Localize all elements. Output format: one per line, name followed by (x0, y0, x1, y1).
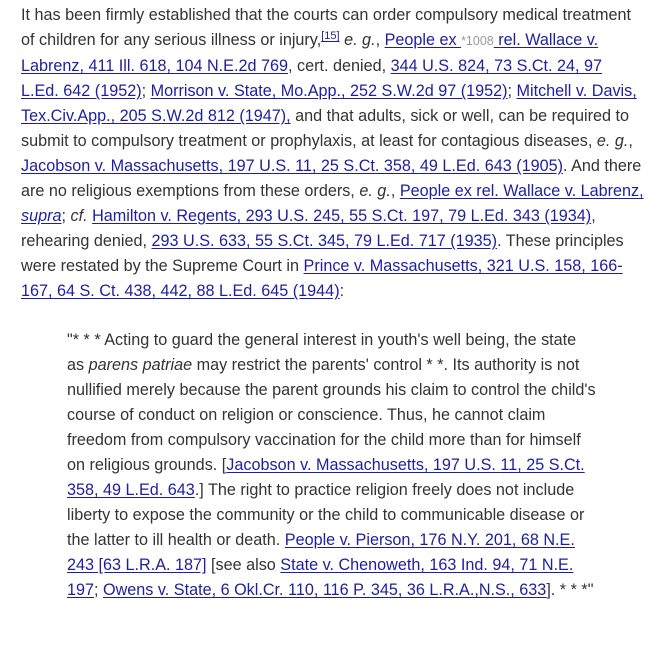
text-segment: , (628, 132, 633, 150)
text-segment: , rehearing denied, (21, 207, 596, 250)
cf-italic: cf. (70, 207, 88, 225)
eg-italic: e. g. (359, 182, 391, 200)
citation-link-text: People ex rel. Wallace v. Labrenz, (399, 182, 644, 200)
text-segment: ; (61, 207, 71, 225)
footnote-15-link[interactable]: [15] (321, 30, 340, 42)
footnote-ref[interactable] (321, 30, 339, 42)
citation-link-293-us[interactable]: 293 U.S. 633, 55 S.Ct. 345, 79 L.Ed. 717 (1935) (151, 232, 498, 250)
quote-citation-link-jacobson[interactable]: Jacobson v. Massachusetts, 197 U.S. 11, 25 S.Ct. 358, 49 L.Ed. 643 (67, 456, 585, 499)
text-segment: , (390, 182, 400, 200)
text-segment: . These principles were restated by the Supreme Court in (21, 232, 624, 275)
text-segment: , (375, 31, 385, 49)
quote-text-segment: ]. * * *" (546, 581, 594, 599)
quote-text-segment: .] The right to practice religion freely does not include liberty to expose the community or the child to communicable disease or the latter to ill health or death. (67, 481, 585, 549)
citation-link-mitchell[interactable]: Mitchell v. Davis, Tex.Civ.App., 205 S.W.2d 812 (1947), (21, 82, 637, 125)
citation-link-wallace[interactable]: rel. Wallace v. Labrenz, 411 Ill. 618, 104 N.E.2d 769 (21, 31, 599, 75)
quote-citation-link-owens[interactable]: Owens v. State, 6 Okl.Cr. 110, 116 P. 345, 36 L.R.A.,N.S., 633 (103, 581, 547, 599)
text-segment: . And there are no religious exemptions from these orders, (21, 157, 642, 200)
quote-text-segment: may restrict the parents' control * *. Its authority is not nullified merely because the parent grounds his claim to control the child's course of conduct on religion or conscience. Thus, he cannot claim freedom from compulsory vaccination for the child more than for himself on religious grounds. [ (67, 356, 596, 474)
citation-link-344-us[interactable]: 344 U.S. 824, 73 S.Ct. 24, 97 L.Ed. 642 (1952) (21, 57, 603, 100)
text-segment: , cert. denied, (287, 57, 391, 75)
citation-link-jacobson[interactable]: Jacobson v. Massachusetts, 197 U.S. 11, 25 S.Ct. 358, 49 L.Ed. 643 (1905) (21, 157, 563, 175)
quote-text-segment: [see also (206, 556, 281, 574)
quote-text-segment: ; (94, 581, 104, 599)
text-segment: It has been firmly established that the courts can order compulsory medical treatment of children for any serious illness or injury, (21, 6, 632, 49)
quote-citation-link-chenoweth[interactable]: State v. Chenoweth, 163 Ind. 94, 71 N.E. 197 (67, 556, 574, 599)
text-segment: ; (507, 82, 517, 100)
citation-link-prince[interactable]: Prince v. Massachusetts, 321 U.S. 158, 166-167, 64 S. Ct. 438, 442, 88 L.Ed. 645 (1944) (21, 257, 623, 300)
text-segment: : (339, 282, 345, 300)
text-segment: ; (141, 82, 151, 100)
page-number-marker: *1008 (461, 34, 494, 48)
block-quote (67, 328, 597, 603)
main-paragraph (21, 3, 644, 304)
eg-italic: e. g. (344, 31, 376, 49)
parens-patriae-italic: parens patriae (88, 356, 193, 374)
citation-link-people-ex[interactable]: People ex (384, 31, 462, 49)
supra-italic: supra (21, 207, 62, 225)
citation-link-hamilton[interactable]: Hamilton v. Regents, 293 U.S. 245, 55 S.Ct. 197, 79 L.Ed. 343 (1934) (92, 207, 592, 225)
citation-link-morrison[interactable]: Morrison v. State, Mo.App., 252 S.W.2d 97 (1952) (150, 82, 508, 100)
eg-italic: e. g. (596, 132, 629, 150)
text-segment: and that adults, sick or well, can be required to submit to compulsory treatment or prophylaxis, at least for contagious diseases, (21, 107, 629, 150)
quote-citation-link-pierson[interactable]: People v. Pierson, 176 N.Y. 201, 68 N.E. 243 [63 L.R.A. 187] (67, 531, 575, 574)
quote-text-segment: "* * * Acting to guard the general interest in youth's well being, the state as (67, 331, 577, 374)
